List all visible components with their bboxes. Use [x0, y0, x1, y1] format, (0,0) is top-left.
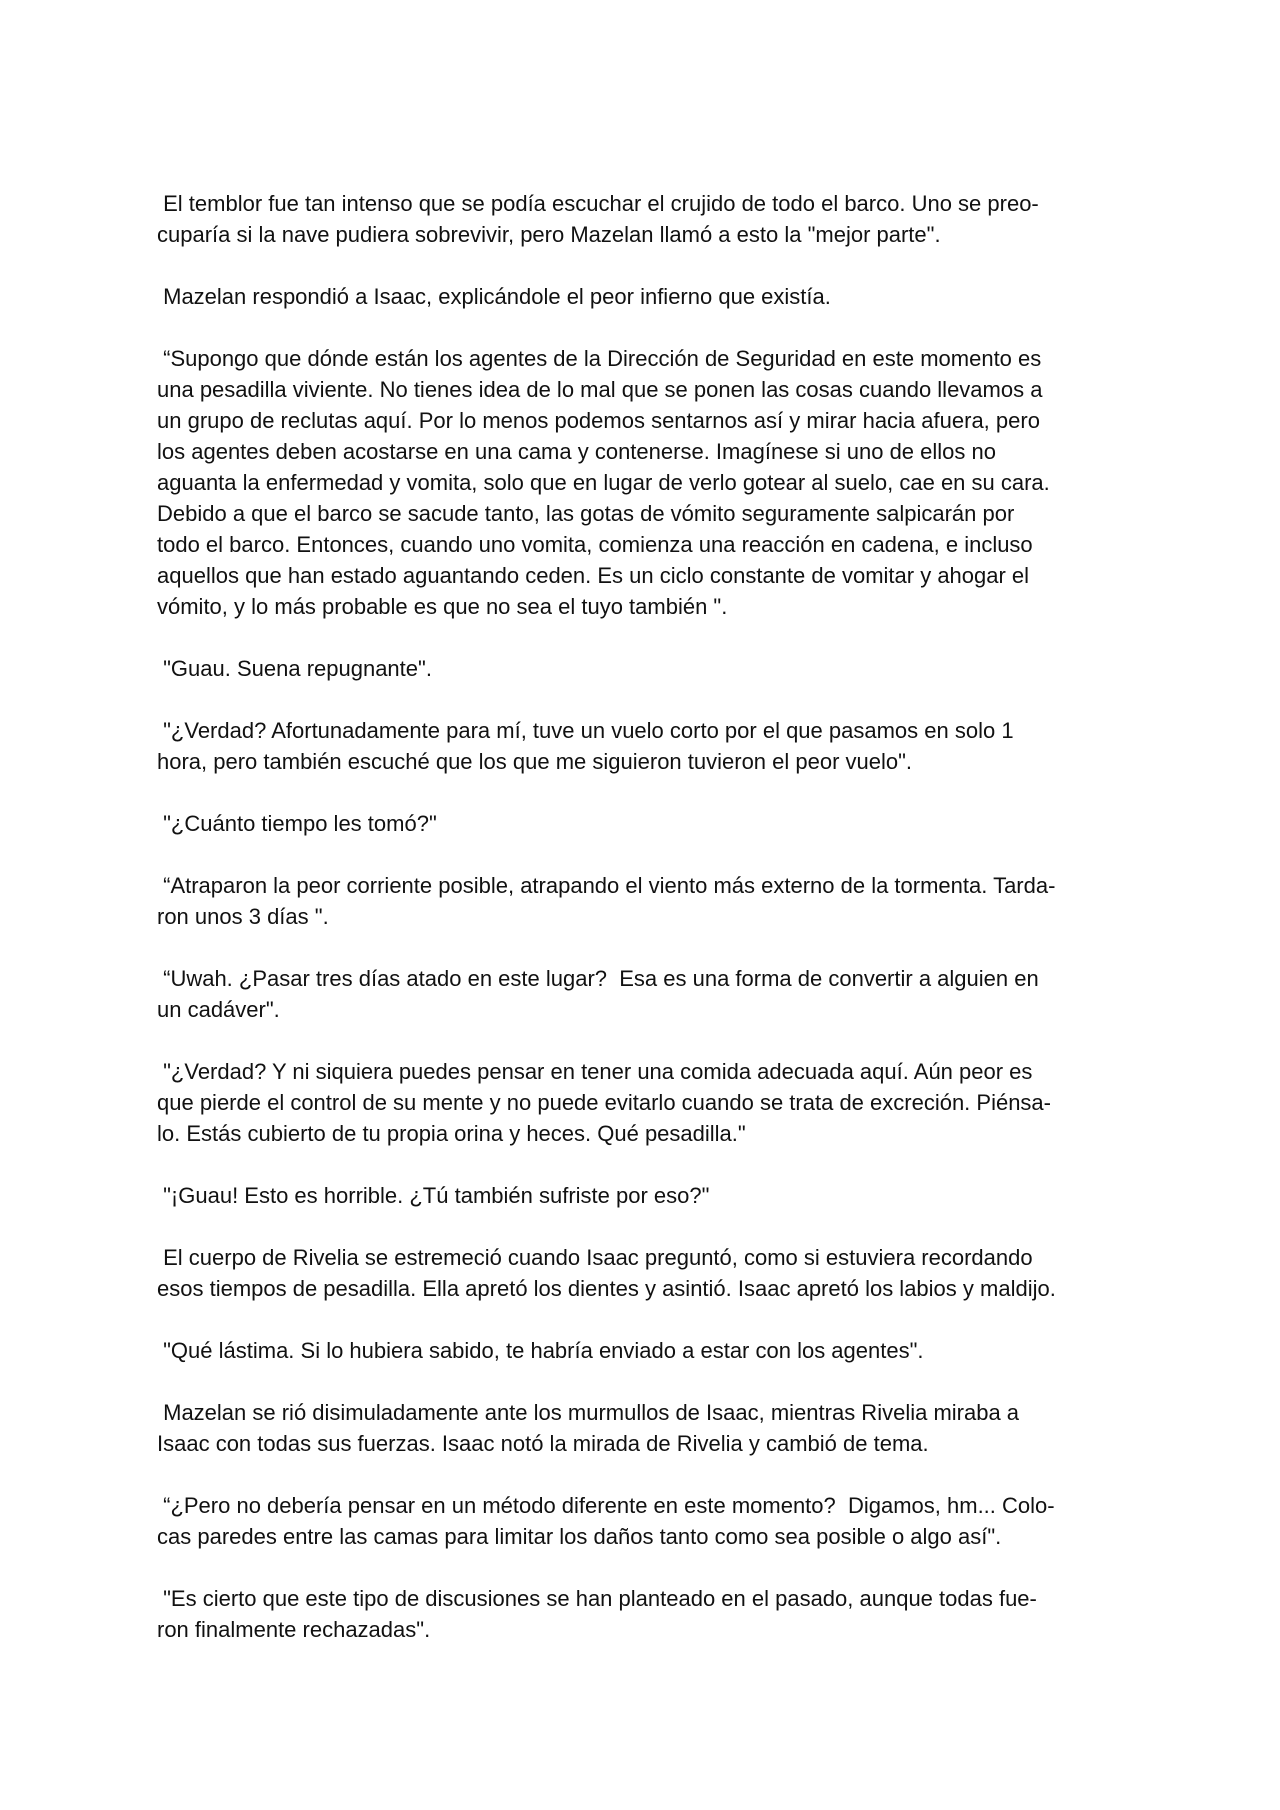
document-body	[157, 188, 1127, 1676]
text-line: todo el barco. Entonces, cuando uno vomita, comienza una reacción en cadena, e incluso	[157, 532, 1033, 557]
text-line: “Supongo que dónde están los agentes de la Dirección de Seguridad en este momento es	[157, 346, 1042, 371]
paragraph-7	[157, 870, 1127, 932]
text-line: "¿Verdad? Y ni siquiera puedes pensar en tener una comida adecuada aquí. Aún peor es	[157, 1059, 1033, 1084]
text-line: “Atraparon la peor corriente posible, atrapando el viento más externo de la tormenta. Tarda-	[157, 873, 1056, 898]
paragraph-13	[157, 1397, 1127, 1459]
text-line: cuparía si la nave pudiera sobrevivir, pero Mazelan llamó a esto la "mejor parte".	[157, 222, 941, 247]
paragraph-8	[157, 963, 1127, 1025]
text-line: cas paredes entre las camas para limitar los daños tanto como sea posible o algo así".	[157, 1524, 1002, 1549]
paragraph-1	[157, 188, 1127, 250]
text-line: "¿Verdad? Afortunadamente para mí, tuve un vuelo corto por el que pasamos en solo 1	[157, 718, 1014, 743]
text-line: hora, pero también escuché que los que me siguieron tuvieron el peor vuelo".	[157, 749, 913, 774]
text-line: aguanta la enfermedad y vomita, solo que en lugar de verlo gotear al suelo, cae en su cara.	[157, 470, 1050, 495]
text-line: aquellos que han estado aguantando ceden. Es un ciclo constante de vomitar y ahogar el	[157, 563, 1030, 588]
text-line: "¿Cuánto tiempo les tomó?"	[157, 811, 437, 836]
text-line: "¡Guau! Esto es horrible. ¿Tú también sufriste por eso?"	[157, 1183, 710, 1208]
text-line: Mazelan respondió a Isaac, explicándole el peor infierno que existía.	[157, 284, 831, 309]
text-line: un grupo de reclutas aquí. Por lo menos podemos sentarnos así y mirar hacia afuera, pero	[157, 408, 1040, 433]
text-line: “Uwah. ¿Pasar tres días atado en este lugar? Esa es una forma de convertir a alguien en	[157, 966, 1039, 991]
text-line: los agentes deben acostarse en una cama y contenerse. Imagínese si uno de ellos no	[157, 439, 996, 464]
text-line: “¿Pero no debería pensar en un método diferente en este momento? Digamos, hm... Colo-	[157, 1493, 1055, 1518]
text-line: Debido a que el barco se sacude tanto, las gotas de vómito seguramente salpicarán por	[157, 501, 1015, 526]
text-line: Isaac con todas sus fuerzas. Isaac notó la mirada de Rivelia y cambió de tema.	[157, 1431, 929, 1456]
text-line: esos tiempos de pesadilla. Ella apretó los dientes y asintió. Isaac apretó los labios y maldijo.	[157, 1276, 1056, 1301]
paragraph-5	[157, 715, 1127, 777]
paragraph-10	[157, 1180, 1127, 1211]
text-line: ron unos 3 días ".	[157, 904, 329, 929]
text-line: El cuerpo de Rivelia se estremeció cuando Isaac preguntó, como si estuviera recordando	[157, 1245, 1033, 1270]
text-line: "Guau. Suena repugnante".	[157, 656, 432, 681]
text-line: que pierde el control de su mente y no puede evitarlo cuando se trata de excreción. Piénsa-	[157, 1090, 1051, 1115]
paragraph-2	[157, 281, 1127, 312]
paragraph-9	[157, 1056, 1127, 1149]
paragraph-6	[157, 808, 1127, 839]
text-line: Mazelan se rió disimuladamente ante los murmullos de Isaac, mientras Rivelia miraba a	[157, 1400, 1020, 1425]
paragraph-14	[157, 1490, 1127, 1552]
paragraph-12	[157, 1335, 1127, 1366]
text-line: "Qué lástima. Si lo hubiera sabido, te habría enviado a estar con los agentes".	[157, 1338, 924, 1363]
paragraph-3	[157, 343, 1127, 622]
paragraph-11	[157, 1242, 1127, 1304]
text-line: ron finalmente rechazadas".	[157, 1617, 431, 1642]
text-line: vómito, y lo más probable es que no sea el tuyo también ".	[157, 594, 728, 619]
text-line: un cadáver".	[157, 997, 280, 1022]
paragraph-4	[157, 653, 1127, 684]
text-line: "Es cierto que este tipo de discusiones se han planteado en el pasado, aunque todas fue-	[157, 1586, 1037, 1611]
paragraph-15	[157, 1583, 1127, 1645]
text-line: El temblor fue tan intenso que se podía escuchar el crujido de todo el barco. Uno se preo-	[157, 191, 1039, 216]
text-line: una pesadilla viviente. No tienes idea de lo mal que se ponen las cosas cuando llevamos a	[157, 377, 1043, 402]
text-line: lo. Estás cubierto de tu propia orina y heces. Qué pesadilla."	[157, 1121, 746, 1146]
